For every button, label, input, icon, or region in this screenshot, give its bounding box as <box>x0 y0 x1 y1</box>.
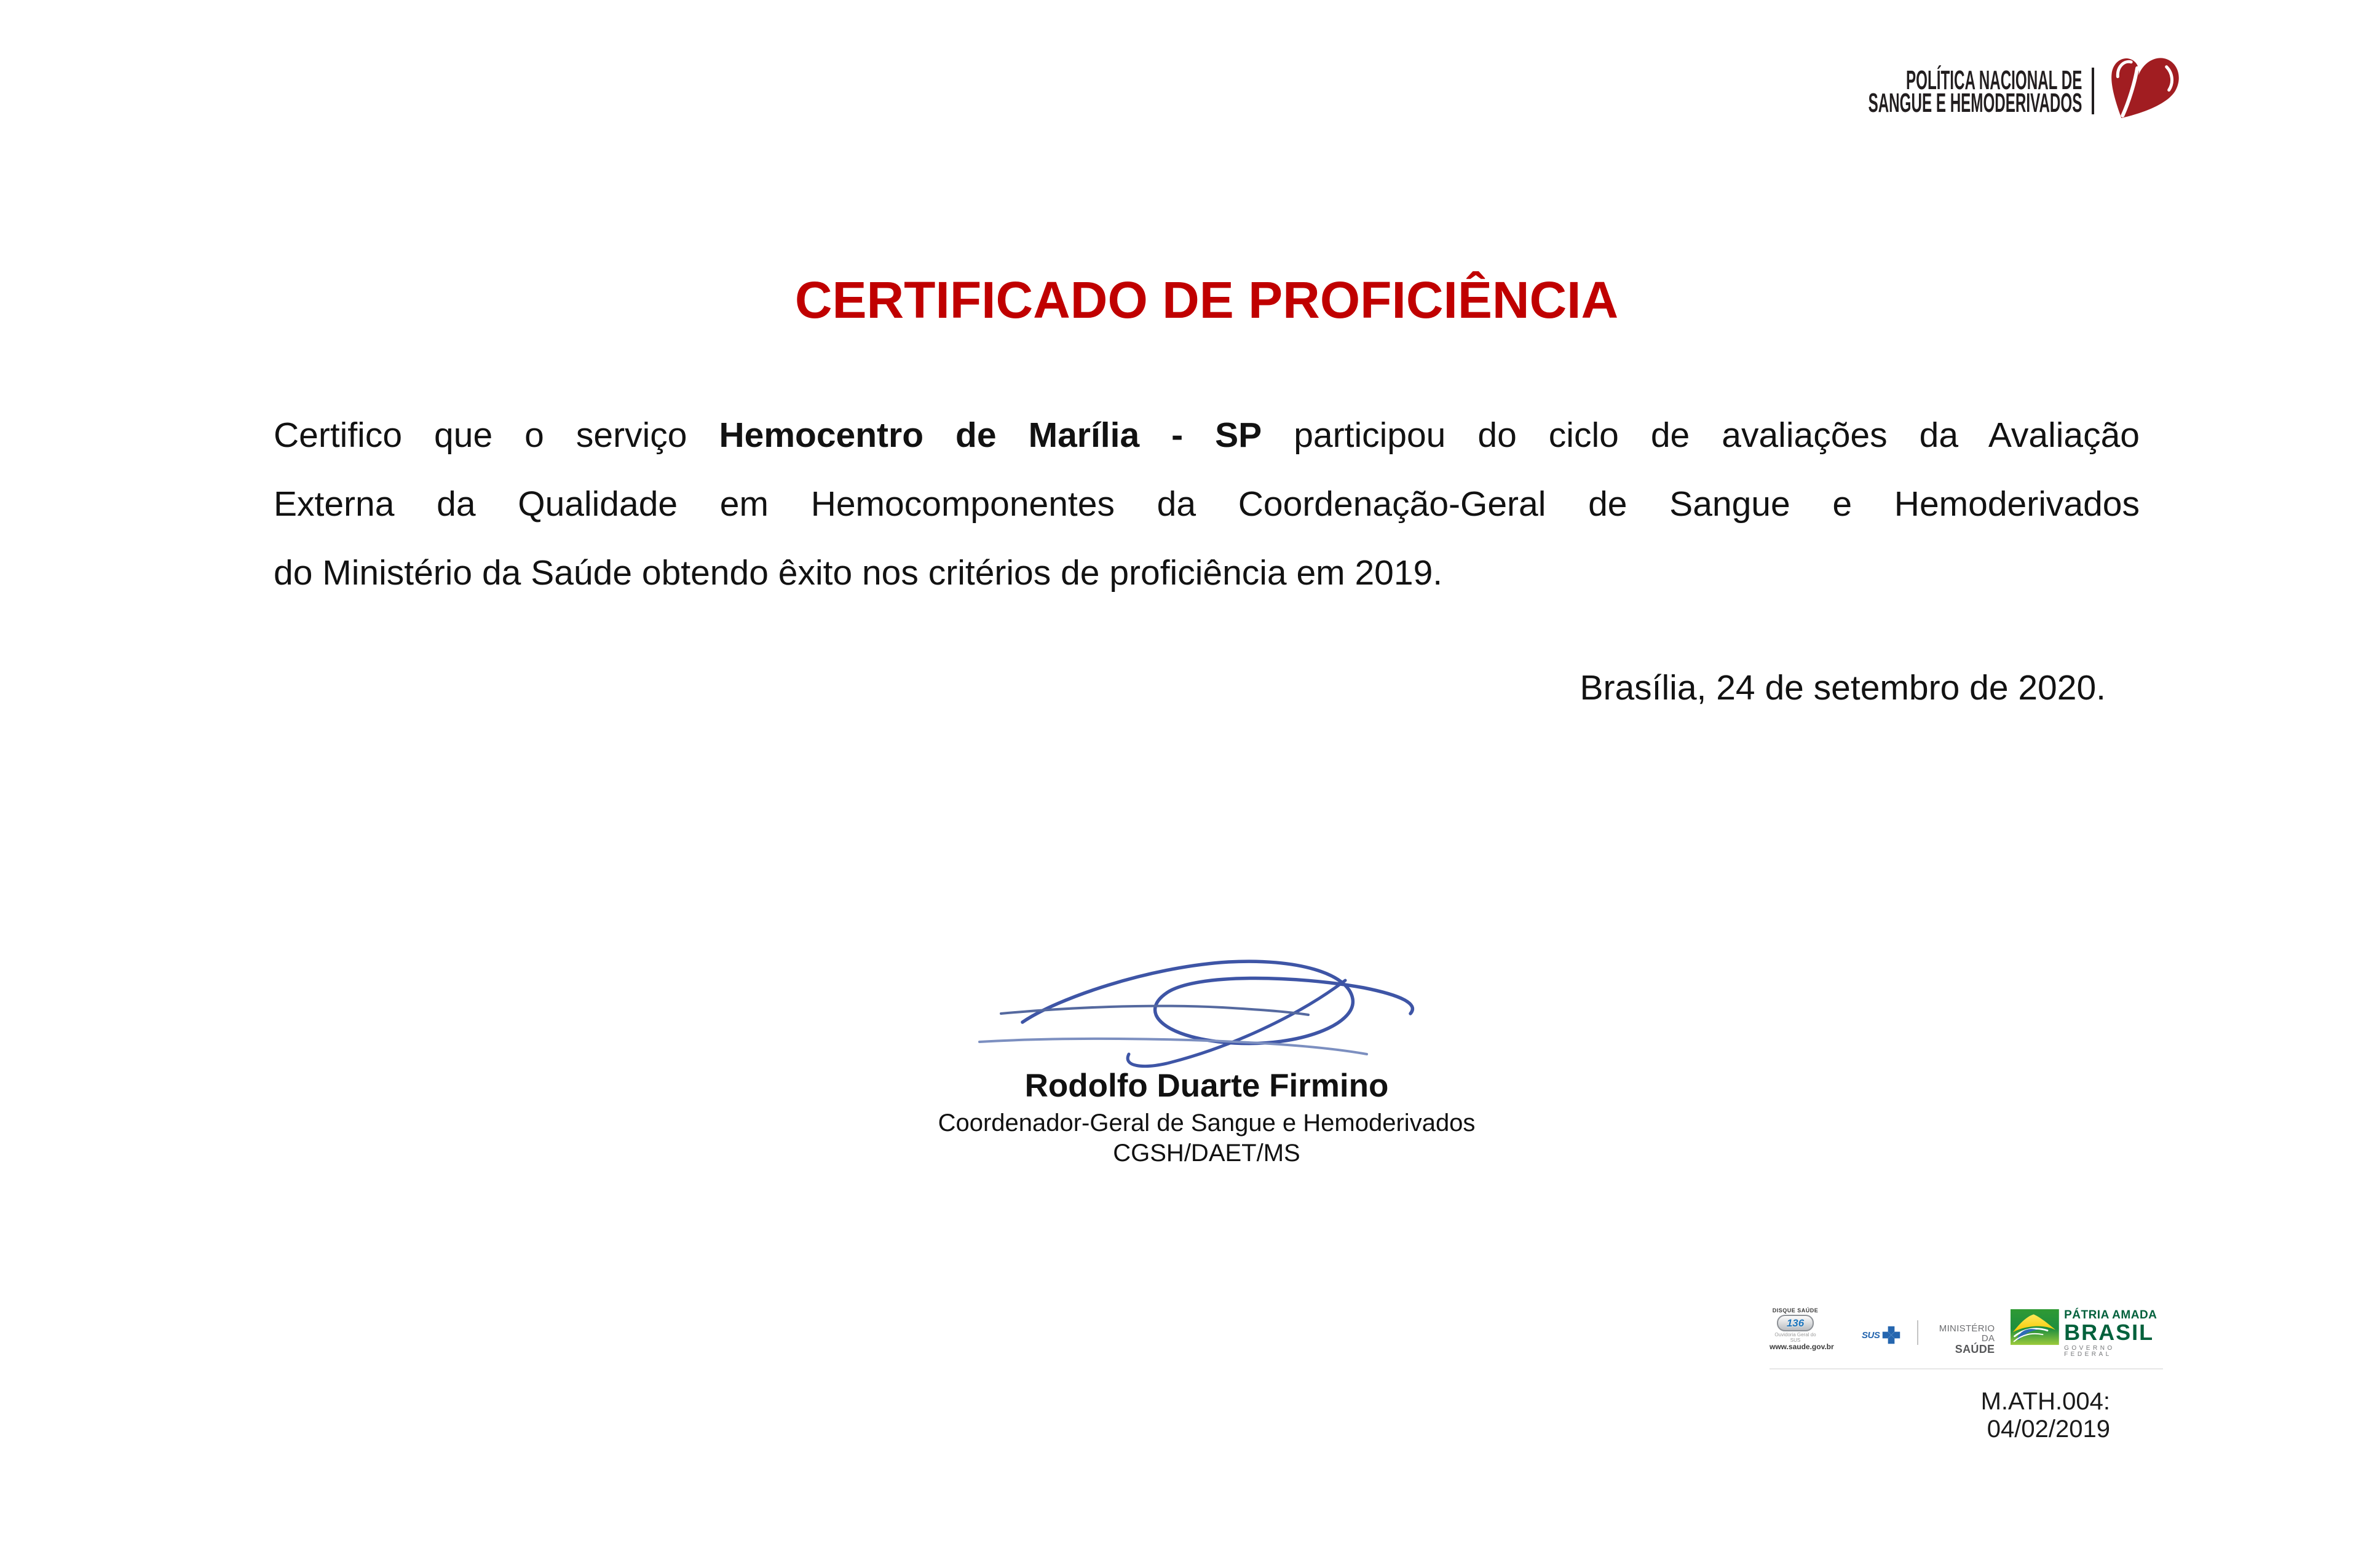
brasil-label: BRASIL <box>2064 1320 2154 1345</box>
date-line: Brasília, 24 de setembro de 2020. <box>1580 668 2106 707</box>
disque-saude-logo <box>1770 1307 1834 1352</box>
signatory-department: CGSH/DAET/MS <box>1113 1140 1300 1167</box>
patria-amada-label: PÁTRIA AMADA <box>2064 1309 2157 1322</box>
program-logo-line1: POLÍTICA NACIONAL DE <box>1905 65 2082 95</box>
document-code: M.ATH.004: 04/02/2019 <box>1980 1388 2110 1443</box>
disque-136-number: 136 <box>1786 1317 1805 1330</box>
logo-divider-bar <box>2092 68 2094 114</box>
ouvidoria-label: Ouvidoria Geral do SUS <box>1774 1332 1816 1343</box>
heart-icon <box>2103 52 2183 122</box>
signature-block <box>274 950 2140 1167</box>
certificate-title: CERTIFICADO DE PROFICIÊNCIA <box>794 271 1619 329</box>
program-logo-line2: SANGUE E HEMODERIVADOS <box>1868 88 2082 118</box>
disque-136-badge <box>1777 1315 1814 1331</box>
body-line-1-pre: Certifico que o serviço <box>274 416 719 455</box>
government-logos <box>1770 1304 2163 1369</box>
sus-label: SUS <box>1862 1330 1880 1341</box>
program-logo-text <box>1868 65 2082 118</box>
saude-url: www.saude.gov.br <box>1770 1342 1834 1352</box>
sus-logo <box>1862 1325 1901 1345</box>
signatory-name: Rodolfo Duarte Firmino <box>1024 1068 1389 1104</box>
ministry-line1: MINISTÉRIO DA <box>1939 1323 1995 1344</box>
body-line-1 <box>274 401 2140 470</box>
program-logo <box>1693 52 2183 118</box>
service-name: Hemocentro de Marília - SP <box>719 416 1262 455</box>
body-line-2: Externa da Qualidade em Hemocomponentes da Coordenação-Geral de Sangue e Hemoderivados <box>274 484 2140 524</box>
body-line-3: do Ministério da Saúde obtendo êxito nos critérios de proficiência em 2019. <box>274 553 1443 593</box>
ministry-line2: SAÚDE <box>1955 1342 1995 1355</box>
governo-federal-label: GOVERNO FEDERAL <box>2064 1345 2115 1358</box>
signatory-role: Coordenador-Geral de Sangue e Hemoderivados <box>938 1109 1476 1137</box>
signature-icon <box>964 950 1450 1076</box>
disque-saude-label: DISQUE SAÚDE <box>1772 1307 1819 1314</box>
ministry-logo <box>1936 1324 1995 1355</box>
body-line-1-post: participou do ciclo de avaliações da Avaliação <box>1262 416 2140 455</box>
patria-amada-brasil-logo <box>2064 1309 2163 1358</box>
logo-separator <box>1917 1320 1918 1345</box>
brazil-flag-icon <box>2011 1308 2059 1346</box>
certificate-body <box>274 401 2140 607</box>
sus-cross-icon <box>1881 1325 1901 1345</box>
